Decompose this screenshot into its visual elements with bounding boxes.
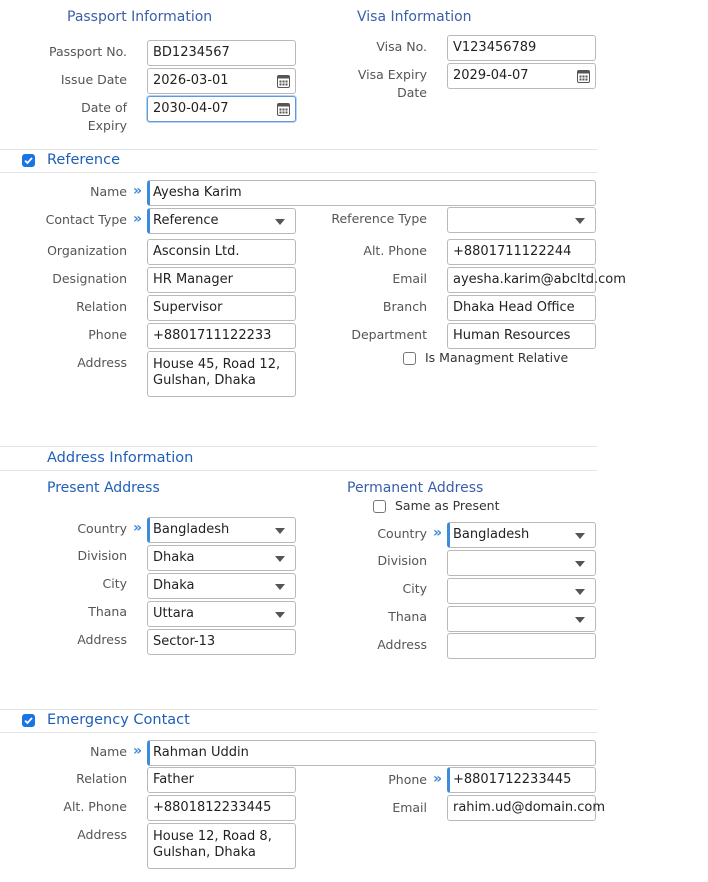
permanent-address-heading: Permanent Address [347, 480, 484, 496]
emergency-checkbox[interactable] [22, 714, 35, 727]
reference-address-textarea[interactable] [147, 351, 296, 397]
branch-label: Branch [382, 299, 427, 314]
visa-expiry-label-1: Visa Expiry [357, 67, 427, 82]
double-chevron-right-icon: » [133, 183, 143, 199]
relation-label: Relation [76, 299, 127, 314]
emergency-email-label: Email [392, 800, 427, 815]
branch-input[interactable]: Dhaka Head Office [447, 295, 596, 321]
emergency-alt-phone-label: Alt. Phone [63, 799, 127, 814]
chevron-down-icon [575, 617, 585, 623]
issue-date-label: Issue Date [60, 72, 127, 87]
visa-expiry-value: 2029-04-07 [453, 68, 529, 83]
emergency-relation-label: Relation [76, 771, 127, 786]
chevron-down-icon [575, 533, 585, 539]
check-icon [23, 715, 34, 726]
mgmt-relative-checkbox[interactable] [403, 352, 416, 365]
emergency-email-input[interactable]: rahim.ud@domain.com [447, 795, 596, 821]
permanent-division-label: Division [377, 553, 427, 568]
permanent-address-input[interactable] [447, 633, 596, 659]
visa-expiry-label-2: Date [397, 85, 427, 100]
address-line: Gulshan, Dhaka [153, 373, 256, 388]
phone-input[interactable]: +8801711122233 [147, 323, 296, 349]
present-city-label: City [102, 576, 127, 591]
present-city-value: Dhaka [153, 578, 195, 593]
reference-heading: Reference [47, 152, 121, 168]
reference-name-label: Name [90, 184, 127, 199]
reference-type-label: Reference Type [331, 211, 427, 226]
double-chevron-right-icon: » [133, 743, 143, 759]
present-address-input[interactable]: Sector-13 [147, 629, 296, 655]
visa-heading: Visa Information [357, 9, 472, 25]
address-info-heading: Address Information [47, 450, 194, 466]
same-as-present-label: Same as Present [395, 498, 500, 513]
reference-address-label: Address [77, 355, 127, 370]
permanent-address-label: Address [377, 637, 427, 652]
section-divider [0, 172, 597, 173]
section-divider [0, 470, 597, 471]
passport-expiry-label-1: Date of [81, 100, 127, 115]
same-as-present-checkbox[interactable] [373, 500, 386, 513]
reference-type-select[interactable] [447, 207, 596, 233]
passport-no-input[interactable]: BD1234567 [147, 40, 296, 66]
present-address-heading: Present Address [47, 480, 160, 496]
emergency-address-textarea[interactable] [147, 823, 296, 869]
section-divider [0, 709, 597, 710]
emergency-name-input[interactable]: Rahman Uddin [147, 740, 596, 766]
permanent-country-value: Bangladesh [453, 527, 530, 542]
present-country-label: Country [77, 521, 127, 536]
alt-phone-label: Alt. Phone [363, 243, 427, 258]
passport-expiry-input[interactable] [147, 96, 296, 122]
email-label: Email [392, 271, 427, 286]
permanent-country-label: Country [377, 526, 427, 541]
reference-name-input[interactable]: Ayesha Karim [147, 180, 596, 206]
relation-input[interactable]: Supervisor [147, 295, 296, 321]
permanent-city-select[interactable] [447, 578, 596, 604]
double-chevron-right-icon: » [133, 520, 143, 536]
phone-label: Phone [88, 327, 127, 342]
chevron-down-icon [575, 589, 585, 595]
organization-input[interactable]: Asconsin Ltd. [147, 239, 296, 265]
present-division-label: Division [77, 548, 127, 563]
contact-type-label: Contact Type [45, 212, 127, 227]
visa-expiry-input[interactable] [447, 63, 596, 89]
emergency-heading: Emergency Contact [47, 712, 190, 728]
email-input[interactable]: ayesha.karim@abcltd.com [447, 267, 596, 293]
emergency-name-label: Name [90, 744, 127, 759]
permanent-thana-select[interactable] [447, 606, 596, 632]
passport-expiry-label-2: Expiry [87, 118, 127, 133]
visa-no-input[interactable]: V123456789 [447, 35, 596, 61]
department-label: Department [351, 327, 427, 342]
section-divider [0, 446, 597, 447]
contact-type-value: Reference [153, 213, 219, 228]
double-chevron-right-icon: » [433, 525, 443, 541]
present-country-value: Bangladesh [153, 522, 230, 537]
present-address-label: Address [77, 632, 127, 647]
permanent-city-label: City [402, 581, 427, 596]
address-line: Gulshan, Dhaka [153, 845, 256, 860]
chevron-down-icon [575, 561, 585, 567]
section-divider [0, 149, 597, 150]
present-division-value: Dhaka [153, 550, 195, 565]
passport-heading: Passport Information [67, 9, 213, 25]
calendar-icon[interactable] [577, 69, 590, 83]
emergency-phone-label: Phone [388, 772, 427, 787]
chevron-down-icon [575, 218, 585, 224]
permanent-country-select[interactable] [447, 522, 596, 548]
mgmt-relative-label: Is Managment Relative [425, 350, 569, 365]
permanent-division-select[interactable] [447, 550, 596, 576]
passport-no-label: Passport No. [48, 44, 127, 59]
designation-input[interactable]: HR Manager [147, 267, 296, 293]
emergency-relation-input[interactable]: Father [147, 767, 296, 793]
section-divider [0, 732, 597, 733]
emergency-alt-phone-input[interactable]: +8801812233445 [147, 795, 296, 821]
address-line: House 45, Road 12, [153, 357, 281, 372]
double-chevron-right-icon: » [133, 211, 143, 227]
reference-checkbox[interactable] [22, 154, 35, 167]
passport-expiry-value: 2030-04-07 [153, 101, 229, 116]
calendar-icon[interactable] [277, 102, 290, 116]
present-thana-value: Uttara [153, 606, 194, 621]
visa-no-label: Visa No. [376, 39, 427, 54]
organization-label: Organization [47, 243, 127, 258]
present-thana-label: Thana [88, 604, 127, 619]
emergency-phone-input[interactable]: +8801712233445 [447, 767, 596, 793]
designation-label: Designation [52, 271, 127, 286]
issue-date-value: 2026-03-01 [153, 73, 229, 88]
alt-phone-input[interactable]: +8801711122244 [447, 239, 596, 265]
check-icon [23, 155, 34, 166]
permanent-thana-label: Thana [388, 609, 427, 624]
department-input[interactable]: Human Resources [447, 323, 596, 349]
double-chevron-right-icon: » [433, 771, 443, 787]
address-line: House 12, Road 8, [153, 829, 272, 844]
emergency-address-label: Address [77, 827, 127, 842]
